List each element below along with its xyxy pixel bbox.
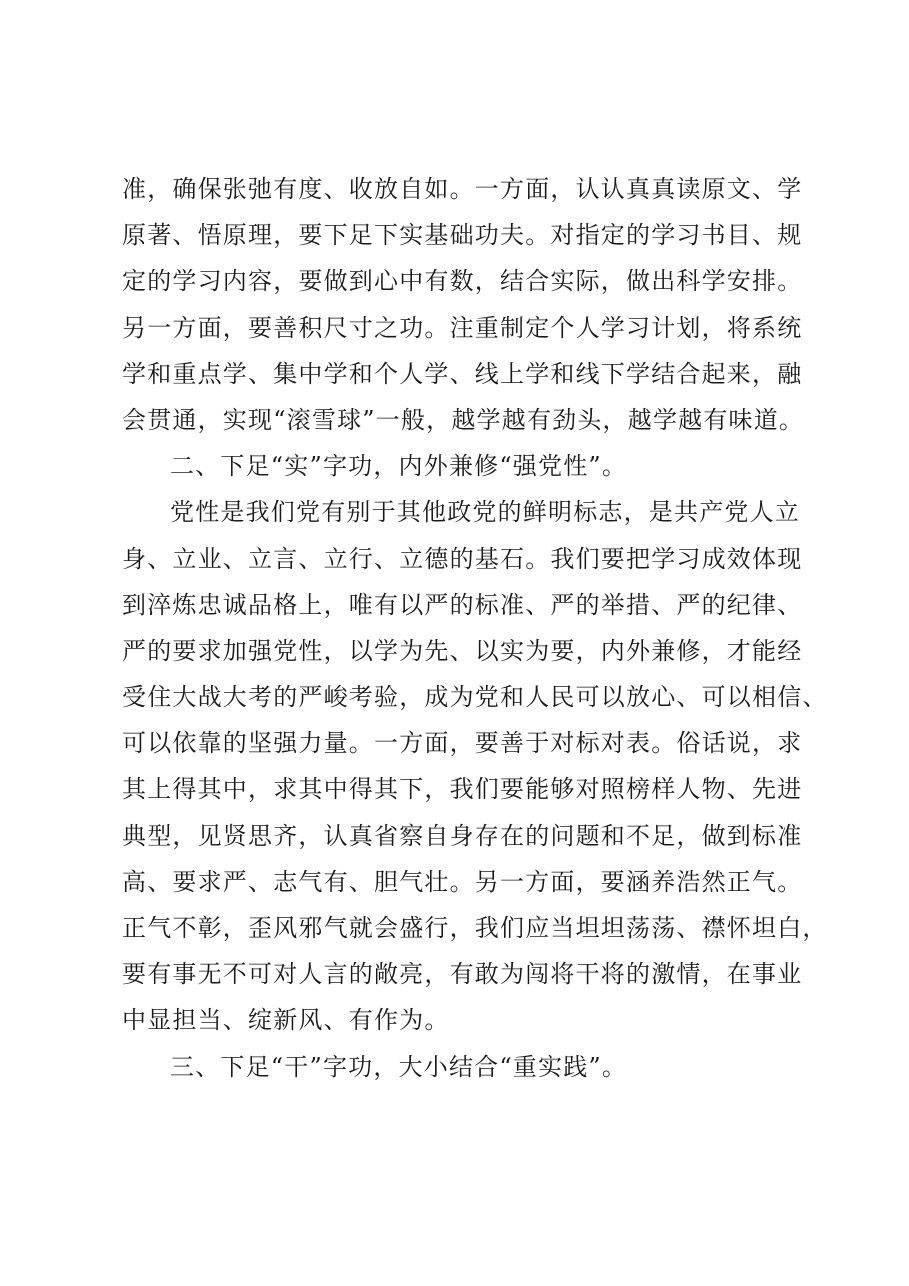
text-line: 中显担当、绽新风、有作为。 <box>122 1006 450 1035</box>
text-line: 另一方面，要善积尺寸之功。注重制定个人学习计划，将系统 <box>122 313 803 342</box>
text-line: 高、要求严、志气有、胆气壮。另一方面，要涵养浩然正气。 <box>122 867 803 896</box>
text-line: 定的学习内容，要做到心中有数，结合实际，做出科学安排。 <box>122 267 803 296</box>
text-line: 要有事无不可对人言的敞亮，有敢为闯将干将的激情，在事业 <box>122 960 803 989</box>
text-line: 身、立业、立言、立行、立德的基石。我们要把学习成效体现 <box>122 544 803 573</box>
section-heading: 三、下足“干”字功，大小结合“重实践”。 <box>170 1052 628 1081</box>
text-line: 党性是我们党有别于其他政党的鲜明标志，是共产党人立 <box>170 498 800 527</box>
text-line: 到淬炼忠诚品格上，唯有以严的标准、严的举措、严的纪律、 <box>122 590 803 619</box>
text-line: 会贯通，实现“滚雪球”一般，越学越有劲头，越学越有味道。 <box>122 405 805 434</box>
text-line: 原著、悟原理，要下足下实基础功夫。对指定的学习书目、规 <box>122 221 803 250</box>
text-line: 其上得其中，求其中得其下，我们要能够对照榜样人物、先进 <box>122 775 803 804</box>
text-line: 可以依靠的坚强力量。一方面，要善于对标对表。俗话说，求 <box>122 729 803 758</box>
document-body <box>122 166 828 1090</box>
section-heading: 二、下足“实”字功，内外兼修“强党性”。 <box>170 452 628 481</box>
text-line: 严的要求加强党性，以学为先、以实为要，内外兼修，才能经 <box>122 636 803 665</box>
text-line: 准，确保张弛有度、收放自如。一方面，认认真真读原文、学 <box>122 175 803 203</box>
text-line: 受住大战大考的严峻考验，成为党和人民可以放心、可以相信、 <box>122 683 828 712</box>
text-line: 正气不彰，歪风邪气就会盛行，我们应当坦坦荡荡、襟怀坦白， <box>122 914 828 942</box>
text-line: 典型，见贤思齐，认真省察自身存在的问题和不足，做到标准 <box>122 821 803 850</box>
text-line: 学和重点学、集中学和个人学、线上学和线下学结合起来，融 <box>122 359 803 388</box>
